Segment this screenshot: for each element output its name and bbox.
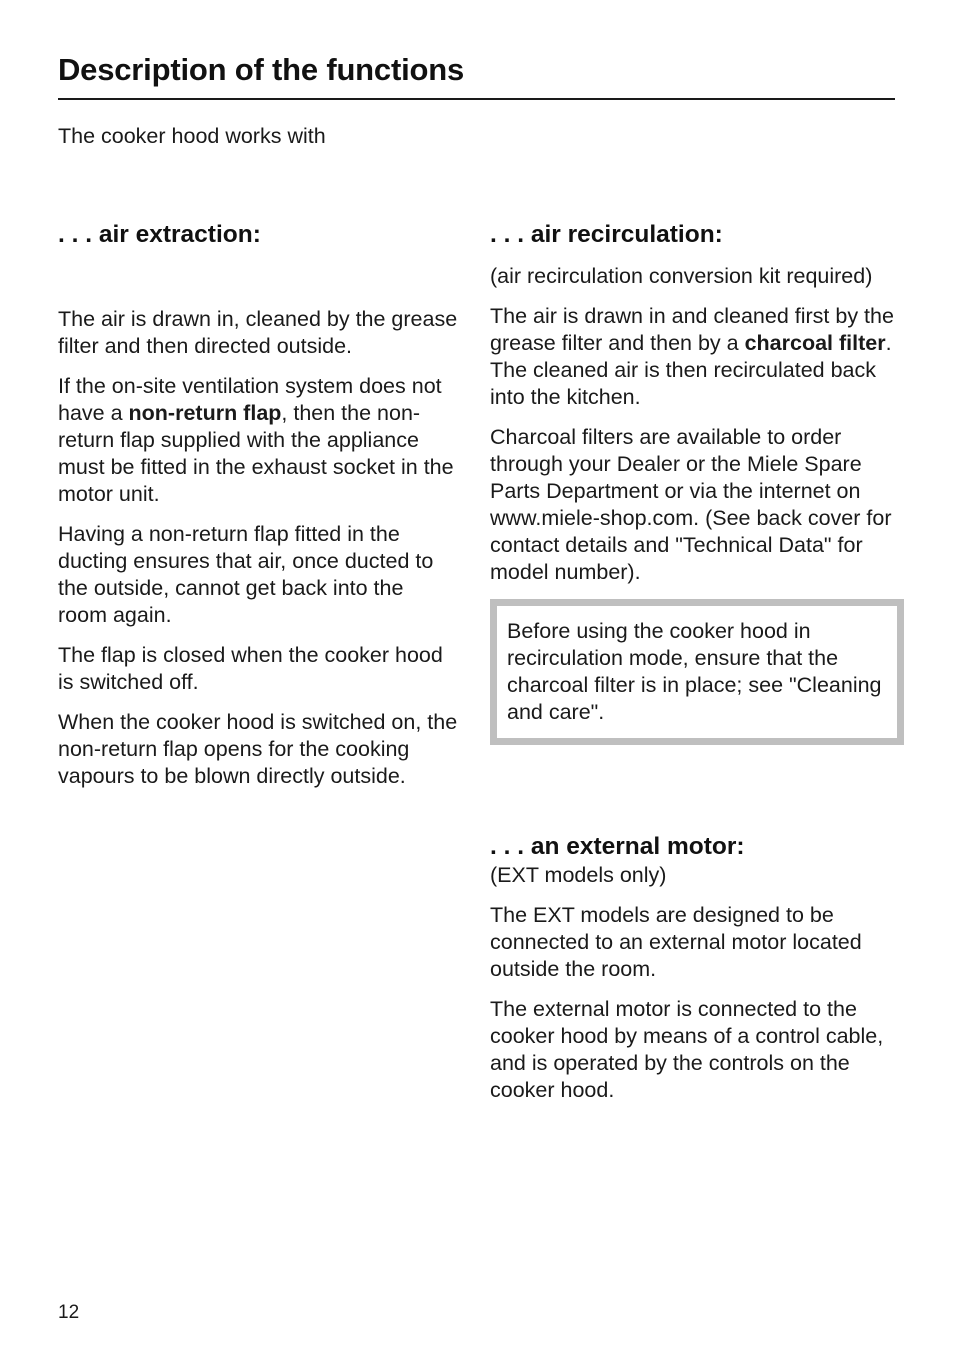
title-divider: [58, 98, 895, 100]
air-extraction-paragraph-5: When the cooker hood is switched on, the non-return flap opens for the cooking vapours to be blown directly outside.: [58, 710, 458, 788]
page-title: Description of the functions: [58, 52, 465, 87]
air-extraction-section: [58, 220, 458, 803]
air-recirculation-heading: . . . air recirculation:: [490, 221, 723, 248]
paragraph-text: . The cleaned air is then recirculated back into the kitchen.: [490, 331, 892, 409]
air-recirculation-paragraph-2: [490, 303, 896, 411]
external-motor-paragraph-2: The EXT models are designed to be connected to an external motor located outside the room.: [490, 903, 862, 981]
charcoal-filter-term: charcoal filter: [744, 331, 886, 355]
external-motor-paragraph-3: The external motor is connected to the cooker hood by means of a control cable, and is operated by the controls on the cooker hood.: [490, 997, 884, 1102]
air-recirculation-section: [490, 220, 896, 745]
air-extraction-paragraph-3: Having a non-return flap fitted in the ducting ensures that air, once ducted to the outside, cannot get back into the room again.: [58, 522, 434, 627]
air-recirculation-paragraph-1: (air recirculation conversion kit required): [490, 264, 873, 288]
note-box: [490, 599, 904, 745]
air-extraction-paragraph-4: The flap is closed when the cooker hood is switched off.: [58, 643, 443, 694]
paragraph-text: If the on-site ventilation system does not have a: [58, 374, 442, 425]
non-return-flap-term: non-return flap: [128, 401, 282, 425]
page-number: 12: [58, 1302, 80, 1323]
note-text: Before using the cooker hood in recirculation mode, ensure that the charcoal filter is in place; see "Cleaning and care".: [507, 619, 882, 724]
external-motor-heading: . . . an external motor:: [490, 833, 745, 860]
air-extraction-heading: . . . air extraction:: [58, 221, 261, 248]
air-extraction-paragraph-1: The air is drawn in, cleaned by the grease filter and then directed outside.: [58, 307, 458, 358]
paragraph-text: , then the non-return flap supplied with the appliance must be fitted in the exhaust socket in the motor unit.: [58, 401, 454, 506]
air-extraction-paragraph-2: [58, 373, 458, 508]
paragraph-text: The air is drawn in and cleaned first by the grease filter and then by a: [490, 304, 894, 355]
air-recirculation-paragraph-3: Charcoal filters are available to order through your Dealer or the Miele Spare Parts Department or via the internet on www.miele-shop.com. (See back cover for contact details and "Technical Data" for model number).: [490, 425, 892, 584]
external-motor-section: [490, 832, 896, 1117]
external-motor-paragraph-1: (EXT models only): [490, 863, 667, 887]
intro-text: The cooker hood works with: [58, 124, 326, 148]
